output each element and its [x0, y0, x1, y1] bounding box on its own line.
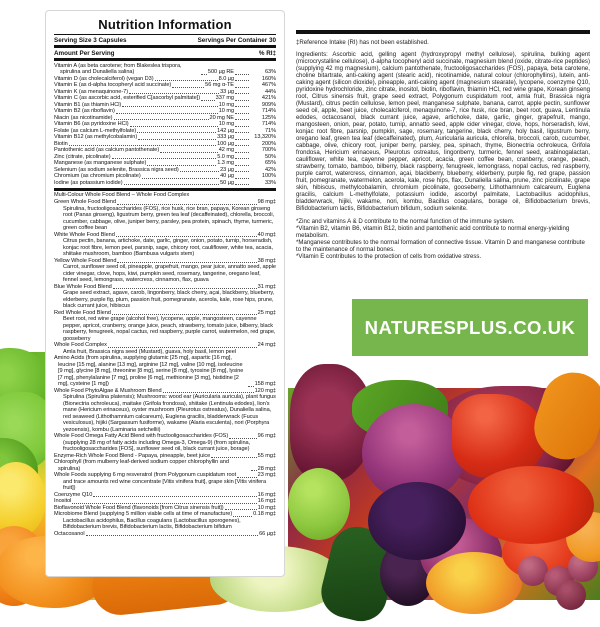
nutrient-ri: 44%	[264, 88, 276, 95]
dot-leader	[117, 262, 256, 263]
nutrient-amount: 42 mg	[218, 147, 234, 153]
dot-leader	[235, 119, 249, 120]
blend-amount: 98 mg‡	[257, 199, 276, 205]
dot-leader	[129, 93, 219, 94]
dot-leader	[180, 171, 219, 172]
nutrient-name: Vitamin K (as menaquinone-7)	[54, 88, 129, 95]
nutrient-name: Vitamin C (as ascorbic acid, esterified C[ascorbyl palmitate])	[54, 95, 201, 101]
dot-leader	[233, 516, 252, 517]
dot-leader	[235, 178, 249, 179]
blend-name: Blue Whole Food Blend	[54, 283, 112, 290]
blend-name: Chlorophyll (from mulberry leaf-derived sodium copper chlorophyllin and spirulina)	[54, 459, 229, 472]
dot-leader	[251, 470, 257, 471]
nutrient-ri: 714%	[261, 121, 276, 127]
dot-leader	[235, 145, 249, 146]
nutrient-amount: 1.3 mg	[217, 160, 234, 166]
nutrient-row	[54, 63, 276, 76]
reference-note: ‡Reference Intake (RI) has not been established.	[296, 39, 429, 46]
footnotes	[296, 218, 590, 260]
nutrient-name: Vitamin E (as d-alpha tocopheryl acid succinate)	[54, 82, 172, 88]
nutrient-amount: 20 mg NE	[209, 114, 234, 121]
blend-amount: 96 mg‡	[257, 433, 276, 439]
blend-name: Microbiome Blend (supplying 5 million viable cells at time of manufacture)	[54, 511, 233, 517]
divider-bar	[54, 58, 276, 61]
nutrient-amount: 5.0 mg	[217, 153, 234, 160]
blend-name: Green Whole Food Blend	[54, 199, 117, 205]
nutrient-ri: 100%	[261, 173, 276, 179]
nutrient-ri: 125%	[261, 114, 276, 121]
dot-leader	[235, 165, 249, 166]
blend-name: Whole Foods supplying 6 mg resveratrol (from Polygonum cuspidatum root	[54, 472, 237, 478]
nutrient-amount: 500 µg RE	[207, 69, 234, 75]
dot-leader	[112, 314, 257, 315]
nutrient-name: Chromium (as chromium picolinate)	[54, 173, 141, 179]
blend-amount: 31 mg‡	[257, 283, 276, 290]
blend-row	[54, 342, 276, 355]
nutrient-name: Pantothenic acid (as calcium pantothenate)	[54, 147, 160, 153]
nutrient-ri: 13,320%	[254, 134, 276, 140]
blend-name: Whole Food Complex	[54, 342, 107, 348]
panel-title: Nutrition Information	[98, 17, 232, 32]
blend-ingredients: (supplying 28 mg of fatty acids including Omega-3, Omega-9) (from spirulina, fructooligosaccharides [FOS], sunflower seed oil, black currant juice, borage)	[63, 439, 251, 452]
dot-leader	[138, 139, 216, 140]
nutrient-name: Biotin	[54, 140, 68, 147]
dot-leader	[235, 184, 249, 185]
dot-leader	[172, 87, 204, 88]
nutrient-ri: 714%	[261, 108, 276, 114]
nutrient-name: Niacin (as nicotinamide)	[54, 114, 113, 121]
blend-amount: 55 mg‡	[257, 452, 276, 459]
nutrient-ri: 33%	[264, 179, 276, 186]
nutrient-amount: 8.0 µg	[218, 75, 234, 82]
blend-row	[54, 355, 276, 388]
nutrient-name: Selenium (as sodium selenite, Brassica nigra seed)	[54, 166, 179, 173]
blend-ingredients: Grape seed extract, agave, carob, lingonberry, black cherry, açai, blackberry, blueberry, elderberry, purple fig, plum, passion fruit, pomegranate, acerola, kale, rose hips, prune, black currant juice, hibiscus	[63, 290, 275, 309]
nutrient-amount: 333 µg	[217, 134, 234, 140]
nutrient-amount: 33 µg	[220, 88, 234, 95]
nutrient-row	[54, 180, 276, 187]
blend-name: Whole Food PhytoAlgae & Mushroom Blend	[54, 387, 162, 394]
blend-name: Red Whole Food Blend	[54, 309, 111, 316]
dot-leader	[248, 386, 254, 387]
divider-bar	[296, 30, 590, 34]
dot-leader	[116, 236, 257, 237]
blend-row	[54, 459, 276, 472]
nutrient-ri: 71%	[264, 127, 276, 134]
ingredients-paragraph: Ingredients: Ascorbic acid, gelling agent (hydroxypropyl methyl cellulose), spirulina, bulking agent (microcrystalline cellulose), d-alpha tocopheryl acid succinate, magnesium blend (oxide, citrate-rice peptides) (supplying 42 mg magnesium), calcium pantothenate, fructooligosaccharides (FOS), papaya, beta carotene, choline bitartrate, anti-caking agent (stearic acid), nicotinamide, natural colour (chlorophyllins), lutein, anti-caking agent (silicon dioxide), pineapple, anti-caking agent (magnesium stearate), lycopene, coenzyme Q10, pyridoxine hydrochloride, zinc citrate, inositol, biotin, riboflavin, thiamin HCl, red wine grape, Korean ginseng root, Citrus sinensis fruit, grape seed extract, Polygonum cuspidatum root, amla fruit, Brassica nigra (Mustard), citrus pectin cellulose, lemon peel, manganese sulphate, banana, carrot, apple pectin, sunflower seed oil, apple, beet juice, cholecalciferol, menaquinone-7, rice husk, rice bran, beet root, guava, Lentinula edodes, octacosanol, black currant juice, agave, artichoke, date, garlic, ginger, grapefruit, mango, mangosteen, onion, pear, potato, turnip, annatto seed, apple cider vinegar, clove, hops, horseradish, kiwi, konjac root fibre, parsnip, pumpkin, sage, rosemary, tangerine, black cherry, holy basil, ligustrum berry, oregano leaf, green tea leaf (decaffeinated), plum, Auricularia auricula, chlorella, broccoli, carob, cucumber, cabbage, olive, chicory root, juniper berry, parsley, pea, spinach, thyme, Bionectria ochroleuca, Grifola frondosa, Hericium erinaceus, Pleurotus ostreatus, lingonberry, turmeric, fennel seed, arabinogalactan, cauliflower, white tea, cayenne pepper, apricot, acacia, green coffee bean, cranberry, orange, peach, strawberry, tomato, bamboo, bilberry, black raspberry, fenugreek, lemongrass, nopal cactus, red raspberry, purple carrot, watercress, cinnamon, açai, blackberry, blueberry, elderberry, purple fig, red grape, passion fruit, pomegranate, watermelon, acerola, kale, rose hips, flax, Dunaliella salina, prune, zinc picolinate, grape skin, hibiscus, methylcobalamin, chromium picolinate, gooseberry, Lithothamnium calcareum, Euglena gracilis, calcium L-methylfolate, potassium iodide, ascorbyl palmitate, Lactobacillus acidophilus, bladderwrack, hijiki, wakame, nori, kombu, Bacillus coagulans, borage oil, Bifidobacterium brevis, Bifidobacterium lactis, Bifidobacterium bifidum, sodium selenite.	[296, 51, 590, 212]
footnote: *Vitamin B2, vitamin B6, vitamin B12, biotin and pantothenic acid contribute to normal energy-yielding metabolism.	[296, 225, 570, 239]
dot-leader	[235, 80, 249, 81]
blend-row	[54, 388, 276, 434]
nutrient-name: Vitamin B12 (as methylcobalamin)	[54, 134, 138, 140]
blend-amount: 10 mg‡	[257, 504, 276, 511]
blend-row	[54, 472, 276, 492]
dot-leader	[235, 113, 249, 114]
nutrient-amount: 23 µg	[220, 166, 234, 173]
blend-name: Amino Acids (from spirulina, supplying glutamic [25 mg], aspartic [16 mg], leucine [15 mg], alanine [13 mg], arginine [12 mg], valine [10 mg], isoleucine [9 mg], glycine [8 mg], threonine [8 mg], serine [8 mg], tyrosine [8 mg], lysine [7 mg], phenylalanine [7 mg], proline [6 mg], methionine [3 mg], histidine [2 mg], cysteine [1 mg])	[54, 355, 244, 387]
nutrient-table	[54, 63, 276, 187]
blend-name: Inositol	[54, 498, 72, 504]
nutrient-amount: 56 mg α-TE	[205, 82, 234, 88]
blend-amount: 16 mg‡	[257, 491, 276, 498]
dot-leader	[235, 100, 249, 101]
dot-leader	[237, 477, 257, 478]
blend-name: White Whole Food Blend	[54, 231, 115, 238]
blend-amount: 0.18 mg‡	[253, 511, 276, 517]
blend-ingredients: Beet root, red wine grape (alcohol free), lycopene, apple, mangosteen, cayenne pepper, apricot, cranberry, orange juice, peach, strawberry, tomato juice, bilberry, black raspberry, fenugreek, nopal cactus, red raspberry, purple carrot, watermelon, red grape, gooseberry	[63, 316, 276, 342]
footnote: *Zinc and vitamins A & D contribute to the normal function of the immune system.	[296, 218, 515, 225]
nutrient-ri: 50%	[264, 153, 276, 160]
nutrient-name: Vitamin B6 (as pyridoxine HCl)	[54, 121, 129, 127]
nutrient-ri: 421%	[261, 95, 276, 101]
blend-amount: 40 mg‡	[257, 231, 276, 238]
dot-leader	[201, 74, 207, 75]
blends-section	[54, 192, 276, 537]
nutrient-ri: 42%	[264, 166, 276, 173]
nutrient-name: Zinc (citrate, picolinate)	[54, 153, 111, 160]
dot-leader	[235, 106, 249, 107]
blend-name: Whole Food Omega Fatty Acid Blend with fructooligosaccharides (FOS)	[54, 433, 229, 439]
nutrient-ri: 200%	[261, 140, 276, 147]
blend-amount: 120 mg‡	[254, 387, 276, 394]
blend-row	[54, 199, 276, 232]
blend-ingredients: Spirulina, fructooligosaccharides (FOS), rice husk, rice bran, papaya, Korean ginseng root (Panax ginseng), ligustrum berry, green tea leaf (decaffeinated), chlorella, broccoli, cucumber, cabbage, olive, juniper berry, parsley, pea protein, spinach, thyme, turmeric, green coffee bean	[63, 205, 275, 231]
ingredients-block	[296, 30, 590, 260]
blend-amount: 28 mg‡	[257, 465, 276, 472]
nutrient-name: Vitamin B2 (as riboflavin)	[54, 108, 115, 114]
dot-leader	[142, 178, 219, 179]
dot-leader	[160, 152, 218, 153]
blend-ingredients: Citrus pectin, banana, artichoke, date, garlic, ginger, onion, potato, turnip, horseradish, konjac root fibre, lemon peel, parsnip, sage, chicory root, cauliflower, white tea, acacia, shiitake mushroom, bamboo (Bambusa vulgaris stem)	[63, 238, 273, 257]
nutrient-amount: 142 µg	[217, 127, 234, 134]
nutrient-ri: 909%	[261, 101, 276, 108]
thick-divider	[54, 188, 276, 191]
blend-name: Coenzyme Q10	[54, 491, 93, 498]
blend-row	[54, 433, 276, 453]
dot-leader	[235, 158, 249, 159]
amount-header-row	[54, 48, 276, 58]
dot-leader	[235, 126, 249, 127]
nutrient-ri: 63%	[264, 69, 276, 75]
dot-leader	[235, 139, 249, 140]
nutrient-amount: 100 µg	[217, 140, 234, 147]
blend-ingredients: and trace amounts red wine concentrate [Vitis vinifera fruit], grape skin [Vitis vinifera fruit])	[63, 478, 267, 491]
dot-leader	[117, 204, 257, 205]
dot-leader	[229, 438, 256, 439]
dot-leader	[72, 503, 256, 504]
nutrient-ri: 467%	[261, 82, 276, 88]
aubergine-image	[368, 482, 466, 560]
nutrient-name: Vitamin A (as beta carotene; from Blakeslea trispora, spirulina and Dunaliella salina)	[54, 62, 182, 75]
nutrient-amount: 337 mg	[215, 95, 234, 101]
nutrient-name: Vitamin B1 (as thiamin HCl)	[54, 101, 122, 108]
blend-ingredients: Spirulina (Spirulina platensis); Mushrooms: wood ear (Auricularia auricula), plant fungus (Bionectria ochroleuca), maitake (Grifola frondosa), shiitake (Lentinula edodes), lion's mane (Hericium erinaceus), oyster mushroom (Pleurotus ostreatus), Dunaliella salina, red seaweed (Lithothamnium calcareum), Euglena gracilis, bladderwrack (Fucus vesiculosus), hijiki (Sargassum fusiforme), wakame (Alaria esculenta), nori (Porphyra yezoensis), kombu (Laminaria setchellii)	[63, 394, 276, 433]
grape-image	[556, 580, 586, 610]
green-apple-image	[288, 468, 350, 540]
dot-leader	[235, 171, 249, 172]
nutrient-ri: 160%	[261, 75, 276, 82]
servings-per-container: Servings Per Container 30	[197, 36, 276, 44]
dot-leader	[137, 132, 216, 133]
blend-row	[54, 232, 276, 258]
dot-leader	[114, 119, 209, 120]
serving-row	[54, 34, 276, 45]
blend-amount: 16 mg‡	[257, 498, 276, 504]
blend-list	[54, 199, 276, 537]
dot-leader	[235, 152, 249, 153]
blend-name: Bioflavonoid Whole Food Blend (flavonoids [from Citrus sinensis fruit])	[54, 504, 224, 511]
nutrition-panel	[45, 10, 285, 577]
dot-leader	[130, 126, 218, 127]
nutrient-name: Vitamin D (as cholecalciferol) (vegan D3)	[54, 75, 154, 82]
footnote: *Manganese contributes to the normal formation of connective tissue. Vitamin D and manganese contribute to the maintenance of normal bones.	[296, 239, 585, 253]
dot-leader	[108, 347, 257, 348]
blend-row	[54, 258, 276, 284]
nutrient-amount: 10 mg	[218, 121, 234, 127]
dot-leader	[163, 392, 254, 393]
website-banner	[352, 299, 588, 356]
blend-amount: 158 mg‡	[254, 381, 276, 387]
dot-leader	[122, 106, 217, 107]
blend-amount: 66 µg‡	[259, 530, 276, 537]
nutrient-name: Manganese (as manganese sulphate)	[54, 160, 147, 166]
website-url: NATURESPLUS.CO.UK	[364, 316, 576, 338]
blend-name: Octacosanol	[54, 530, 85, 537]
blend-row	[54, 284, 276, 310]
nutrient-amount: 50 µg	[220, 179, 234, 186]
footnote: *Vitamin E contributes to the protection of cells from oxidative stress.	[296, 253, 482, 260]
nutrient-amount: 10 mg	[218, 101, 234, 108]
blend-row	[54, 511, 276, 531]
nutrient-ri: 65%	[264, 160, 276, 166]
blend-name: Yellow Whole Food Blend	[54, 257, 117, 264]
nutrient-amount: 40 µg	[220, 173, 234, 179]
dot-leader	[116, 113, 218, 114]
blend-row	[54, 531, 276, 538]
dot-leader	[113, 288, 257, 289]
nutrient-name: Iodine (as potassium iodide)	[54, 179, 123, 186]
serving-size: Serving Size 3 Capsules	[54, 36, 127, 44]
amount-per-serving-header: Amount Per Serving	[54, 49, 115, 57]
blend-name: Enzyme-Rich Whole Food Blend - Papaya, pineapple, beet juice	[54, 452, 211, 459]
dot-leader	[225, 509, 257, 510]
dot-leader	[235, 74, 249, 75]
dot-leader	[211, 457, 256, 458]
ri-header: % RI‡	[258, 49, 276, 57]
dot-leader	[93, 496, 256, 497]
blend-ingredients: Amla fruit, Brassica nigra seed (Mustard), guava, holy basil, lemon peel	[63, 348, 236, 355]
dot-leader	[69, 145, 216, 146]
nutrient-amount: 10 mg	[218, 108, 234, 114]
dot-leader	[112, 158, 217, 159]
dot-leader	[155, 80, 218, 81]
dot-leader	[235, 132, 249, 133]
blend-amount: 25 mg‡	[257, 309, 276, 316]
dot-leader	[235, 93, 249, 94]
blend-amount: 23 mg‡	[257, 472, 276, 478]
blend-ingredients: Lactobacillus acidophilus, Bacillus coagulans (Lactobacillus sporogenes), Bifidobacterium brevis, Bifidobacterium lactis, Bifidobacterium bifidum	[63, 517, 241, 530]
nutrient-ri: 700%	[261, 147, 276, 153]
blend-amount: 38 mg‡	[257, 257, 276, 264]
dot-leader	[124, 184, 220, 185]
tomato-image	[468, 466, 594, 544]
blends-heading: Multi-Colour Whole Food Blend – Whole Food Complex	[54, 192, 190, 198]
blend-row	[54, 310, 276, 343]
dot-leader	[201, 100, 215, 101]
blend-amount: 24 mg‡	[257, 342, 276, 348]
nutrient-name: Folate (as calcium L-methylfolate)	[54, 127, 137, 134]
dot-leader	[235, 87, 249, 88]
dot-leader	[147, 165, 216, 166]
dot-leader	[86, 535, 259, 536]
blend-ingredients: Carrot, sunflower seed oil, pineapple, grapefruit, mango, pear juice, annatto seed, apple cider vinegar, clove, hops, kiwi, pumpkin seed, rosemary, tangerine, oregano leaf, fennel seed, lemongrass, watercress, cinnamon, flax, guava	[63, 264, 276, 283]
